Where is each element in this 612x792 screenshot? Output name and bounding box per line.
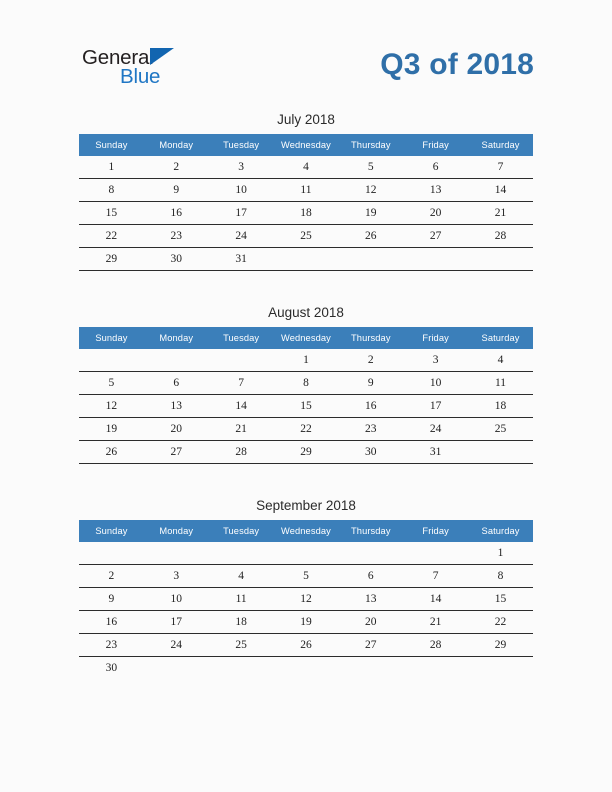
- month-block: [79, 305, 533, 464]
- day-cell[interactable]: 9: [338, 372, 403, 395]
- day-cell-empty: [274, 542, 339, 565]
- day-cell-empty: [468, 441, 533, 464]
- day-cell[interactable]: 25: [468, 418, 533, 441]
- day-cell[interactable]: 8: [274, 372, 339, 395]
- day-cell[interactable]: 19: [338, 202, 403, 225]
- month-block: [79, 112, 533, 271]
- day-cell[interactable]: 12: [274, 588, 339, 611]
- weekday-header-wednesday: Wednesday: [274, 327, 339, 349]
- day-cell[interactable]: 3: [403, 349, 468, 372]
- weekday-header-friday: Friday: [403, 520, 468, 542]
- day-cell[interactable]: 13: [403, 179, 468, 202]
- week-row: [79, 657, 533, 680]
- day-cell[interactable]: 7: [209, 372, 274, 395]
- week-row: [79, 179, 533, 202]
- day-cell-empty: [468, 248, 533, 271]
- week-row: [79, 349, 533, 372]
- weekday-header-saturday: Saturday: [468, 134, 533, 156]
- week-row: [79, 588, 533, 611]
- day-cell[interactable]: 2: [338, 349, 403, 372]
- day-cell[interactable]: 18: [468, 395, 533, 418]
- day-cell[interactable]: 29: [79, 248, 144, 271]
- day-cell[interactable]: 15: [79, 202, 144, 225]
- day-cell[interactable]: 15: [274, 395, 339, 418]
- week-row: [79, 225, 533, 248]
- week-row: [79, 611, 533, 634]
- day-cell[interactable]: 17: [403, 395, 468, 418]
- day-cell[interactable]: 20: [338, 611, 403, 634]
- day-cell[interactable]: 30: [105, 662, 118, 674]
- weekday-header-monday: Monday: [144, 327, 209, 349]
- day-cell[interactable]: 11: [468, 372, 533, 395]
- day-cell[interactable]: 14: [403, 588, 468, 611]
- month-list: [0, 112, 612, 679]
- day-cell[interactable]: 27: [403, 225, 468, 248]
- weekday-header-tuesday: Tuesday: [209, 134, 274, 156]
- weekday-header-monday: Monday: [144, 520, 209, 542]
- weekday-header-tuesday: Tuesday: [209, 520, 274, 542]
- week-row: [79, 542, 533, 565]
- day-cell[interactable]: 15: [468, 588, 533, 611]
- day-cell[interactable]: 17: [144, 611, 209, 634]
- day-cell[interactable]: 16: [338, 395, 403, 418]
- day-cell[interactable]: 25: [209, 634, 274, 657]
- day-cell[interactable]: 3: [209, 156, 274, 179]
- day-cell[interactable]: 14: [468, 179, 533, 202]
- day-cell[interactable]: 20: [403, 202, 468, 225]
- weekday-header-tuesday: Tuesday: [209, 327, 274, 349]
- weekday-header-friday: Friday: [403, 134, 468, 156]
- day-cell[interactable]: 16: [79, 611, 144, 634]
- day-cell[interactable]: 22: [468, 611, 533, 634]
- day-cell[interactable]: 18: [209, 611, 274, 634]
- day-cell[interactable]: 9: [144, 179, 209, 202]
- day-cell[interactable]: 4: [274, 156, 339, 179]
- day-cell[interactable]: 10: [144, 588, 209, 611]
- day-cell-empty: [209, 349, 274, 372]
- day-cell[interactable]: 21: [468, 202, 533, 225]
- day-cell[interactable]: 28: [468, 225, 533, 248]
- day-cell[interactable]: 21: [403, 611, 468, 634]
- day-cell[interactable]: 31: [403, 441, 468, 464]
- day-cell[interactable]: 25: [274, 225, 339, 248]
- day-cell[interactable]: 22: [79, 225, 144, 248]
- day-cell[interactable]: 7: [468, 156, 533, 179]
- day-cell[interactable]: 1: [468, 542, 533, 565]
- day-cell-empty: [209, 542, 274, 565]
- day-cell[interactable]: 6: [403, 156, 468, 179]
- day-cell[interactable]: 16: [144, 202, 209, 225]
- weekday-header-saturday: Saturday: [468, 520, 533, 542]
- day-cell-empty: [144, 542, 209, 565]
- day-cell-empty: [209, 657, 274, 680]
- page-title: Q3 of 2018: [380, 48, 534, 81]
- calendar-table: [79, 520, 533, 679]
- day-cell[interactable]: 12: [338, 179, 403, 202]
- day-cell[interactable]: 12: [79, 395, 144, 418]
- day-cell[interactable]: 20: [144, 418, 209, 441]
- day-cell[interactable]: 13: [338, 588, 403, 611]
- day-cell-empty: [338, 657, 403, 680]
- day-cell-empty: [144, 657, 209, 680]
- weekday-header-sunday: Sunday: [79, 134, 144, 156]
- weekday-header-wednesday: Wednesday: [274, 520, 339, 542]
- day-cell[interactable]: 27: [338, 634, 403, 657]
- week-row: [79, 395, 533, 418]
- day-cell-empty: [144, 349, 209, 372]
- day-cell[interactable]: 17: [209, 202, 274, 225]
- day-cell[interactable]: 2: [144, 156, 209, 179]
- weekday-header-thursday: Thursday: [338, 327, 403, 349]
- day-cell[interactable]: 19: [79, 418, 144, 441]
- day-cell[interactable]: 3: [144, 565, 209, 588]
- day-cell[interactable]: 24: [144, 634, 209, 657]
- day-cell[interactable]: 31: [209, 248, 274, 271]
- day-cell[interactable]: 1: [274, 349, 339, 372]
- day-cell[interactable]: 23: [144, 225, 209, 248]
- weekday-header-wednesday: Wednesday: [274, 134, 339, 156]
- day-cell[interactable]: 22: [274, 418, 339, 441]
- weekday-header-row: [79, 327, 533, 349]
- weekday-header-thursday: Thursday: [338, 520, 403, 542]
- day-cell[interactable]: 8: [468, 565, 533, 588]
- day-cell[interactable]: 30: [144, 248, 209, 271]
- day-cell[interactable]: 29: [274, 441, 339, 464]
- day-cell[interactable]: 24: [209, 225, 274, 248]
- triangle-icon: [150, 48, 174, 65]
- day-cell-empty: [274, 248, 339, 271]
- day-cell[interactable]: 13: [144, 395, 209, 418]
- day-cell-empty: [403, 657, 468, 680]
- day-cell[interactable]: 19: [274, 611, 339, 634]
- brand-word-general: General: [82, 46, 154, 69]
- day-cell-empty: [338, 248, 403, 271]
- day-cell[interactable]: 26: [79, 441, 144, 464]
- week-row: [79, 372, 533, 395]
- month-title: September 2018: [256, 498, 356, 513]
- week-row: [79, 441, 533, 464]
- day-cell-empty: [403, 542, 468, 565]
- day-cell[interactable]: 11: [209, 588, 274, 611]
- day-cell[interactable]: 23: [338, 418, 403, 441]
- day-cell[interactable]: 11: [274, 179, 339, 202]
- week-row: [79, 634, 533, 657]
- month-title: August 2018: [268, 305, 344, 320]
- weekday-header-row: [79, 134, 533, 156]
- day-cell-empty: [403, 248, 468, 271]
- day-cell[interactable]: 5: [338, 156, 403, 179]
- day-cell[interactable]: 6: [144, 372, 209, 395]
- month-title: July 2018: [277, 112, 335, 127]
- weekday-header-thursday: Thursday: [338, 134, 403, 156]
- day-cell[interactable]: 4: [468, 349, 533, 372]
- day-cell[interactable]: 5: [274, 565, 339, 588]
- day-cell[interactable]: 28: [403, 634, 468, 657]
- week-row: [79, 565, 533, 588]
- day-cell-empty: [79, 542, 144, 565]
- brand-word-blue: Blue: [120, 65, 161, 88]
- day-cell[interactable]: 27: [144, 441, 209, 464]
- day-cell[interactable]: 4: [209, 565, 274, 588]
- day-cell[interactable]: 23: [79, 634, 144, 657]
- weekday-header-sunday: Sunday: [79, 327, 144, 349]
- week-row: [79, 248, 533, 271]
- day-cell-empty: [79, 349, 144, 372]
- day-cell[interactable]: 29: [468, 634, 533, 657]
- calendar-table: [79, 327, 533, 464]
- day-cell[interactable]: 28: [209, 441, 274, 464]
- day-cell[interactable]: 1: [79, 156, 144, 179]
- page-header: [0, 0, 612, 90]
- day-cell[interactable]: 21: [209, 418, 274, 441]
- day-cell[interactable]: 5: [79, 372, 144, 395]
- week-row: [79, 202, 533, 225]
- week-row: [79, 156, 533, 179]
- weekday-header-sunday: Sunday: [79, 520, 144, 542]
- day-cell[interactable]: 26: [274, 634, 339, 657]
- day-cell-empty: [468, 657, 533, 680]
- weekday-header-saturday: Saturday: [468, 327, 533, 349]
- day-cell[interactable]: 10: [403, 372, 468, 395]
- day-cell[interactable]: 9: [79, 588, 144, 611]
- day-cell[interactable]: 24: [403, 418, 468, 441]
- day-cell[interactable]: 14: [209, 395, 274, 418]
- day-cell[interactable]: 7: [403, 565, 468, 588]
- day-cell-empty: [274, 657, 339, 680]
- brand-logo[interactable]: [82, 42, 192, 90]
- day-cell[interactable]: 6: [338, 565, 403, 588]
- day-cell[interactable]: 8: [79, 179, 144, 202]
- day-cell[interactable]: 2: [79, 565, 144, 588]
- week-row: [79, 418, 533, 441]
- day-cell[interactable]: 30: [338, 441, 403, 464]
- weekday-header-row: [79, 520, 533, 542]
- weekday-header-monday: Monday: [144, 134, 209, 156]
- month-block: [79, 498, 533, 679]
- day-cell-empty: [338, 542, 403, 565]
- calendar-table: [79, 134, 533, 271]
- weekday-header-friday: Friday: [403, 327, 468, 349]
- day-cell[interactable]: 26: [338, 225, 403, 248]
- day-cell[interactable]: 18: [274, 202, 339, 225]
- day-cell[interactable]: 10: [209, 179, 274, 202]
